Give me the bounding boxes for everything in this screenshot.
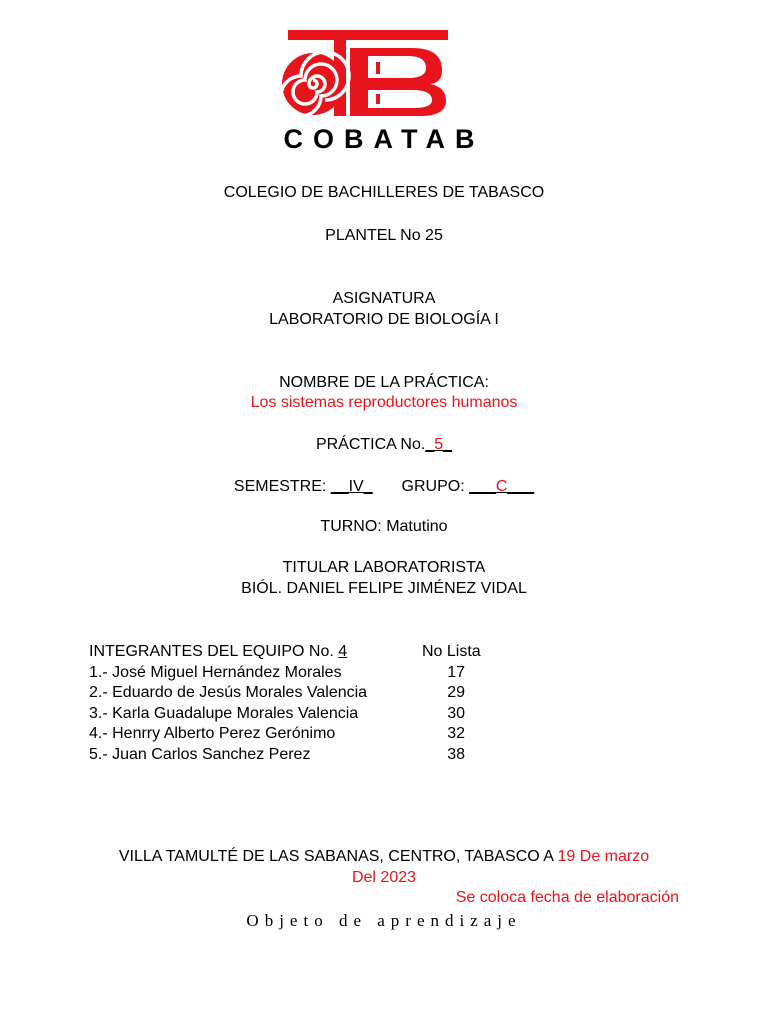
team-member-row — [89, 704, 465, 725]
date-part1: 19 De marzo — [557, 848, 650, 865]
member-name: 5.- Juan Carlos Sanchez Perez — [89, 745, 311, 763]
member-list-number: 38 — [447, 745, 465, 763]
member-list-number: 32 — [447, 725, 465, 742]
team-list — [89, 642, 481, 765]
team-member-row — [89, 683, 465, 704]
team-header — [89, 642, 481, 663]
instructor-heading: TITULAR LABORATORISTA — [282, 559, 486, 576]
practice-number-label: PRÁCTICA No. — [315, 436, 426, 453]
date-note: Se coloca fecha de elaboración — [455, 889, 679, 906]
semester-label: SEMESTRE: — [233, 478, 327, 495]
team-member-row — [89, 745, 465, 766]
team-header-label: INTEGRANTES DEL EQUIPO No. — [89, 643, 334, 660]
subject-name: LABORATORIO DE BIOLOGÍA I — [269, 311, 499, 328]
shift-line: TURNO: Matutino — [320, 518, 448, 535]
subject-heading: ASIGNATURA — [332, 290, 436, 307]
semester-group-line: SEMESTRE: __IV_ GRUPO: ___C___ — [233, 478, 535, 495]
brand-name: COBATAB — [283, 124, 485, 154]
place-text: VILLA TAMULTÉ DE LAS SABANAS, CENTRO, TABASCO A — [118, 848, 554, 865]
practice-name-label: NOMBRE DE LA PRÁCTICA: — [279, 374, 489, 391]
member-name: 3.- Karla Guadalupe Morales Valencia — [89, 704, 359, 722]
institution-name: COLEGIO DE BACHILLERES DE TABASCO — [223, 184, 545, 201]
member-name: 1.- José Miguel Hernández Morales — [89, 663, 342, 681]
team-number: 4 — [338, 643, 348, 660]
team-member-row — [89, 724, 465, 745]
member-list-number: 29 — [447, 684, 465, 701]
campus-name: PLANTEL No 25 — [325, 227, 443, 244]
member-list-number: 17 — [447, 663, 465, 681]
member-name: 4.- Henrry Alberto Perez Gerónimo — [89, 725, 336, 742]
instructor-name: BIÓL. DANIEL FELIPE JIMÉNEZ VIDAL — [241, 580, 527, 597]
practice-name-value: Los sistemas reproductores humanos — [250, 394, 518, 411]
member-name: 2.- Eduardo de Jesús Morales Valencia — [89, 684, 368, 701]
semester-value: IV — [348, 478, 364, 495]
group-value: C — [495, 478, 508, 495]
member-list-number: 30 — [447, 704, 465, 722]
date-part2: Del 2023 — [351, 869, 417, 886]
practice-number-value: 5 — [434, 436, 444, 453]
team-member-row — [89, 663, 465, 684]
footer-text: Objeto de aprendizaje — [246, 911, 522, 930]
cobatab-logo — [280, 28, 452, 120]
place-date-line — [0, 847, 768, 867]
group-label: GRUPO: — [401, 478, 465, 495]
list-number-header: No Lista — [422, 643, 481, 660]
practice-number-line: PRÁCTICA No._5_ — [315, 436, 453, 453]
